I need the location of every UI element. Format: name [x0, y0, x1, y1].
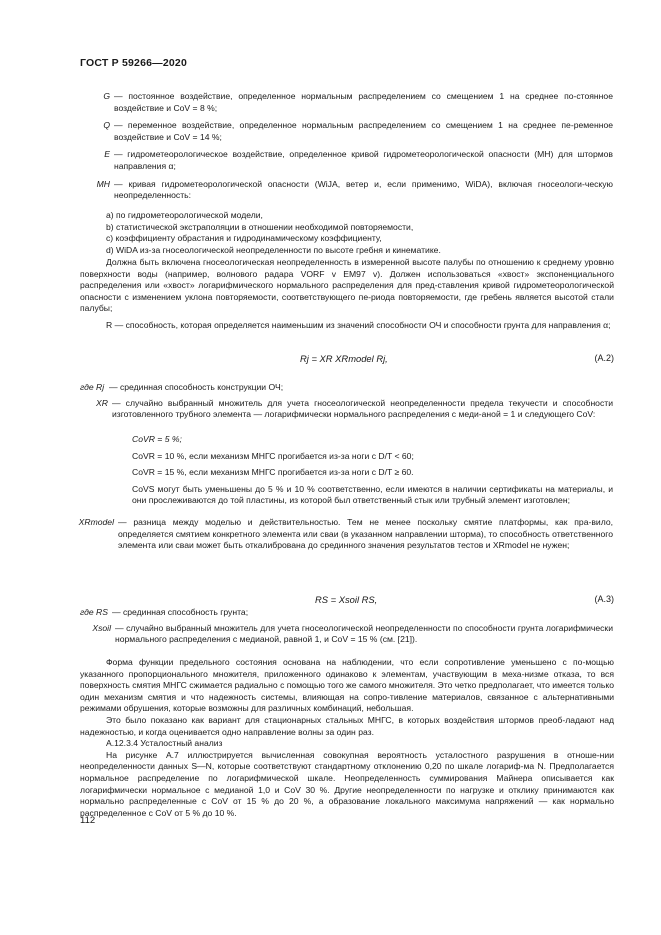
where-xrmodel — [0, 517, 661, 552]
list-item: c) коэффициенту обрастания и гидродинамическому коэффициенту, — [106, 233, 382, 244]
where-term: где RS — [80, 607, 108, 617]
definition-q — [0, 120, 661, 143]
uncertainty-list — [0, 210, 661, 256]
definition-term: G — [103, 91, 110, 101]
definition-term: MH — [96, 178, 110, 189]
list-item: d) WiDA из-за гносеологической неопределенности по высоте гребня и кинематике. — [106, 244, 441, 255]
definition-text: — кривая гидрометеорологической опасности (WiJA, ветер и, если применимо, WiDA), включая гносеологи-ческую неопределенность: — [114, 178, 613, 201]
definition-term: E — [104, 149, 110, 160]
paragraph: Это было показано как вариант для стационарных стальных МНГС, в которых воздействия штормов преоб-ладают над надежностью, и когда оценивается одно направление волны за один раз. — [80, 714, 614, 737]
definition-text: — переменное воздействие, определенное нормальным распределением со смещением 1 на среднее пе-ременное воздействие и CoV = 14 %; — [114, 120, 613, 142]
where-term: где Rj — [80, 382, 105, 392]
cov-item: CoVR = 15 %, если механизм МНГС прогибается из-за ноги с D/T ≥ 60. — [132, 467, 414, 478]
definition-term: Q — [103, 120, 110, 131]
formula-text: Rj = XR XRmodel Rj, — [300, 353, 388, 364]
cov-list — [0, 434, 613, 507]
where-xr — [0, 398, 661, 421]
formula-number: (A.3) — [594, 594, 614, 604]
formula-text: RS = Xsoil RS, — [315, 594, 378, 605]
bottom-paragraphs — [0, 657, 614, 819]
document-header: ГОСТ Р 59266—2020 — [80, 57, 188, 69]
list-item: a) по гидрометеорологической модели, — [106, 210, 263, 220]
where-text: — случайно выбранный множитель для учета гносеологической неопределенности предела текучести и способности изготовленного трубного элемента — логарифмически нормального распределения с меди-аной = 1 и следующего CoV: — [112, 397, 613, 420]
list-item: b) статистической экстраполяции в отношении необходимой повторяемости, — [106, 221, 414, 232]
where-term: XR — [96, 397, 108, 408]
where-a2 — [0, 382, 661, 421]
cov-item: CoVR = 5 %; — [132, 434, 182, 444]
cov-item: CoVR = 10 %, если механизм МНГС прогибается из-за ноги с D/T < 60; — [132, 450, 414, 461]
definition-g — [0, 91, 661, 114]
definition-e — [0, 149, 661, 172]
paragraph-r: R — способность, которая определяется наименьшим из значений способности ОЧ и способности грунта для направления α; — [106, 320, 611, 330]
where-xsoil — [0, 623, 661, 646]
formula-number: (A.2) — [594, 353, 614, 363]
section-heading: A.12.3.4 Усталостный анализ — [106, 738, 223, 749]
where-text: — срединная способность конструкции ОЧ; — [109, 382, 284, 392]
page-number: 112 — [80, 815, 96, 826]
where-term: Xsoil — [92, 622, 111, 633]
formula-a2 — [0, 353, 661, 369]
definition-mh — [0, 179, 661, 202]
where-rs — [0, 607, 661, 619]
where-rj — [0, 382, 661, 394]
definitions-top — [0, 91, 661, 202]
where-text: — срединная способность грунта; — [112, 607, 249, 617]
where-text: — случайно выбранный множитель для учета гносеологической неопределенности по способности грунта логарифмически нормального распределения с медианой, равной 1, и CoV = 15 % (см. [21]). — [115, 622, 613, 645]
where-a3 — [0, 607, 661, 646]
cov-item: CoVS могут быть уменьшены до 5 % и 10 % соответственно, если имеются в наличии сертификаты на материалы, и они прослеживаются до той пластины, из которой был ответственный стык или трубный элемент изготовлен; — [132, 483, 613, 506]
where-text: — разница между моделью и действительностью. Тем не менее поскольку смятие платформы, как пра-вило, определяется смятием конкретного элемента или сваи (в указанном направлении шторма), то способность ответственного элемента или сваи может быть откалибрована до срединного значения результатов тестов и XRmodel не нужен; — [118, 517, 613, 551]
where-term: XRmodel — [78, 517, 114, 527]
paragraph: Форма функции предельного состояния основана на наблюдении, что если сопротивление уменьшено с по-мощью указанного пропорционального множителя, приложенного одинаково к элементам, участвующим в меха-низме отказа, то вся поверхность смятия МНГС сжимается радиально с помощью того же самого множителя. Это четко предполагает, что имеется только один механизм смятия и что надежность системы, влияющая на сопро-тивление материалов, связанное с альтернативными режимами обрушения, которые возможны для различных комбинаций, небольшая. — [80, 657, 614, 714]
definition-text: — постоянное воздействие, определенное нормальным распределением со смещением 1 на среднее по-стоянное воздействие и CoV = 8 %; — [114, 91, 613, 113]
definition-text: — гидрометеорологическое воздействие, определенное кривой гидрометеорологической опасности (МН) для штормов направления α; — [114, 149, 613, 171]
paragraph-airgap: Должна быть включена гносеологическая неопределенность в измеренной высоте палубы по отношению к среднему уровню поверхности воды (например, волнового радара VORF v EM97 v). Должен использоваться «хвост» экспоненциального распределения или «хвост» логарифмического нормального распределения для пред-ставления кривой гидрометеорологической опасности с изменением уклона повторяемости, соответствующего пе-риода повторяемости, где гребень является высотой стали палубы; — [80, 257, 614, 314]
paragraph: На рисунке А.7 иллюстрируется вычисленная совокупная вероятность усталостного разрушения в отноше-нии неопределенности данных S—N, которые соответствуют стандартному отклонению 0,20 по шкале логариф-ма N. Предполагается нормальное распределение по логарифмической шкале. Неопределенность суммирования Майнера описывается как логарифмически нормальное с медианой 1,0 и CoV 30 %. Другие неопределенности по нагрузке и отклику принимаются как нормально распределенные с CoV от 15 % до 20 %, а образование локального максимума напряжений — как нормально распределенное с CoV от 5 % до 10 %. — [80, 749, 614, 818]
